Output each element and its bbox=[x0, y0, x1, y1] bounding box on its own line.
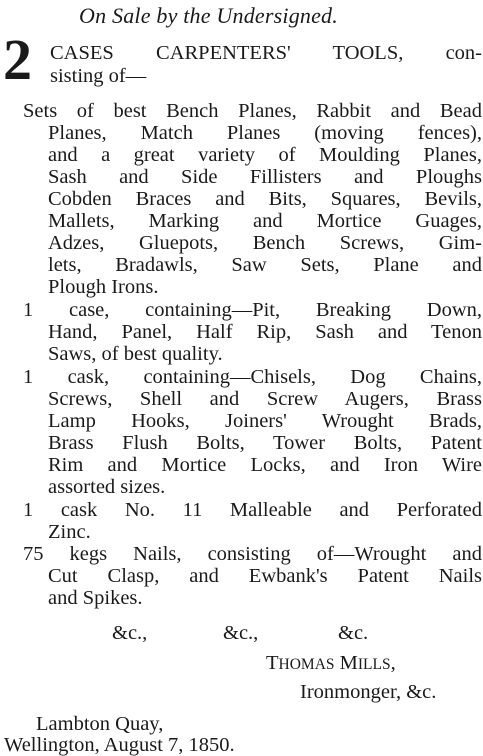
item-line: assorted sizes. bbox=[48, 476, 166, 498]
item-line: Saws, of best quality. bbox=[48, 343, 223, 365]
item-line: Sash and Side Fillisters and Ploughs bbox=[48, 166, 482, 188]
item-line: Screws, Shell and Screw Augers, Brass bbox=[48, 388, 482, 410]
item-line: Planes, Match Planes (moving fences), bbox=[48, 122, 482, 144]
signature-name bbox=[266, 652, 396, 676]
item-line: Mallets, Marking and Mortice Guages, bbox=[48, 210, 482, 232]
item-line: Lamp Hooks, Joiners' Wrought Brads, bbox=[48, 410, 482, 432]
item-line: Rim and Mortice Locks, and Iron Wire bbox=[48, 454, 482, 476]
item-line: lets, Bradawls, Saw Sets, Plane and bbox=[48, 254, 482, 276]
footer-dateline: Wellington, August 7, 1850. bbox=[4, 734, 235, 756]
item-line: and Spikes. bbox=[48, 587, 143, 609]
etc-mark: &c., bbox=[223, 622, 259, 644]
cases-count-numeral: 2 bbox=[3, 27, 32, 92]
item-line: Zinc. bbox=[48, 521, 91, 543]
signature-role: Ironmonger, &c. bbox=[300, 681, 437, 703]
sig-comma: , bbox=[390, 652, 396, 674]
sig-initial: T bbox=[266, 652, 279, 674]
etc-mark: &c. bbox=[338, 622, 369, 644]
item-line: 1 case, containing—Pit, Breaking Down, bbox=[23, 299, 482, 321]
etc-mark: &c., bbox=[112, 622, 148, 644]
advert-heading: On Sale by the Undersigned. bbox=[79, 3, 338, 28]
item-line: 1 cask No. 11 Malleable and Perforated bbox=[23, 499, 482, 521]
item-line: 75 kegs Nails, consisting of—Wrought and bbox=[23, 543, 482, 565]
item-line: Adzes, Gluepots, Bench Screws, Gim- bbox=[48, 232, 482, 254]
sig-initial: M bbox=[339, 652, 358, 674]
intro-line-2: sisting of— bbox=[50, 65, 147, 87]
item-line: Plough Irons. bbox=[48, 276, 159, 298]
footer-place: Lambton Quay, bbox=[36, 713, 164, 735]
intro-line-1: CASES CARPENTERS' TOOLS, con- bbox=[50, 42, 482, 64]
item-line: Cobden Braces and Bits, Squares, Bevils, bbox=[48, 188, 482, 210]
item-line: Hand, Panel, Half Rip, Sash and Tenon bbox=[48, 321, 482, 343]
item-line: Sets of best Bench Planes, Rabbit and Bead bbox=[23, 100, 482, 122]
sig-rest: HOMAS bbox=[278, 656, 335, 673]
item-line: and a great variety of Moulding Planes, bbox=[48, 144, 482, 166]
item-line: Brass Flush Bolts, Tower Bolts, Patent bbox=[48, 432, 482, 454]
sig-rest: ILLS bbox=[357, 656, 391, 673]
item-line: 1 cask, containing—Chisels, Dog Chains, bbox=[23, 366, 482, 388]
item-line: Cut Clasp, and Ewbank's Patent Nails bbox=[48, 565, 482, 587]
